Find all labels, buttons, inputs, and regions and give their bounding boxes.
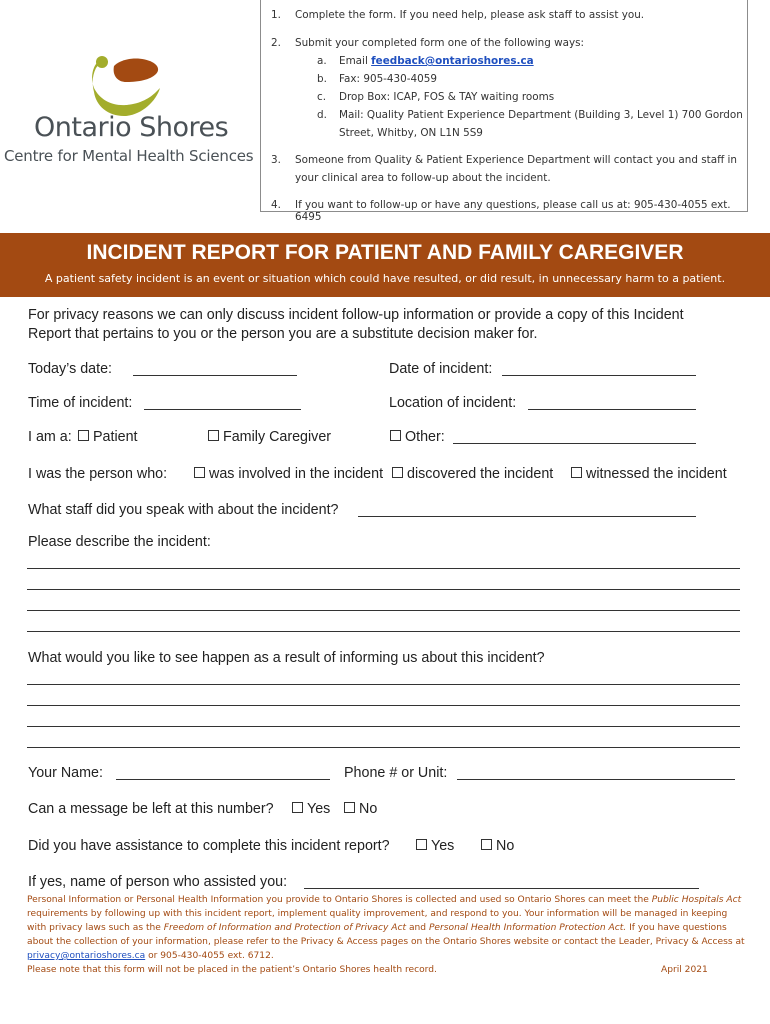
staff-field[interactable] xyxy=(358,516,696,517)
witnessed-checkbox[interactable] xyxy=(571,467,582,478)
discovered-option[interactable] xyxy=(392,466,553,482)
other-field[interactable] xyxy=(453,443,696,444)
instruction-text: Complete the form. If you need help, please ask staff to assist you. xyxy=(295,9,645,21)
logo-green-dot xyxy=(96,56,108,68)
person-who-label: I was the person who: xyxy=(28,466,168,482)
privacy-notice-line1: For privacy reasons we can only discuss incident follow-up information or provide a copy of this Incident xyxy=(28,307,684,323)
date-of-incident-label: Date of incident: xyxy=(389,361,493,377)
email-label: Email xyxy=(339,55,372,67)
banner-subtitle: A patient safety incident is an event or situation which could have resulted, or did result, in unnecessary harm to a patient. xyxy=(44,272,726,285)
assistance-no-label: No xyxy=(496,838,515,854)
patient-checkbox[interactable] xyxy=(78,430,89,441)
describe-incident-line[interactable] xyxy=(27,631,740,632)
instruction-number: 3. xyxy=(271,154,281,166)
instructions-box xyxy=(260,0,748,223)
location-of-incident-field[interactable] xyxy=(528,409,696,410)
form-date: April 2021 xyxy=(661,965,708,975)
describe-incident-line[interactable] xyxy=(27,568,740,569)
footer-note-row xyxy=(27,963,749,977)
assistance-yes-label: Yes xyxy=(431,838,455,854)
patient-option-label: Patient xyxy=(93,429,138,445)
phone-label: Phone # or Unit: xyxy=(344,765,448,781)
logo-brown-shape xyxy=(114,59,158,82)
title-banner xyxy=(0,233,770,297)
desired-outcome-line[interactable] xyxy=(27,684,740,685)
logo-subtitle: Centre for Mental Health Sciences xyxy=(4,147,254,165)
instruction-text: Submit your completed form one of the following ways: xyxy=(295,37,585,49)
message-no-option[interactable] xyxy=(344,801,377,817)
assistance-yes-checkbox[interactable] xyxy=(416,839,427,850)
message-no-label: No xyxy=(359,801,378,817)
time-of-incident-label: Time of incident: xyxy=(28,395,133,411)
describe-incident-line[interactable] xyxy=(27,589,740,590)
todays-date-label: Today’s date: xyxy=(28,361,112,377)
discovered-checkbox[interactable] xyxy=(392,467,403,478)
footer-text: and xyxy=(406,923,429,933)
family-caregiver-option[interactable] xyxy=(208,429,331,445)
message-question-label: Can a message be left at this number? xyxy=(28,801,274,817)
assisted-name-field[interactable] xyxy=(304,888,699,889)
instruction-text: If you want to follow-up or have any questions, please call us at: 905-430-4055 ext. 6495 xyxy=(295,199,731,223)
option-letter: c. xyxy=(317,91,327,103)
discovered-option-label: discovered the incident xyxy=(407,466,554,482)
patient-option[interactable] xyxy=(78,429,138,445)
describe-incident-line[interactable] xyxy=(27,610,740,611)
option-letter: a. xyxy=(317,55,327,67)
feedback-email-link[interactable]: feedback@ontarioshores.ca xyxy=(371,55,534,67)
footer-italic: Public Hospitals Act xyxy=(651,895,742,905)
assistance-question-label: Did you have assistance to complete this incident report? xyxy=(28,838,390,854)
date-of-incident-field[interactable] xyxy=(502,375,696,376)
fax-option: Fax: 905-430-4059 xyxy=(339,73,437,85)
time-of-incident-field[interactable] xyxy=(144,409,301,410)
option-letter: b. xyxy=(317,73,327,85)
other-option-label: Other: xyxy=(405,429,445,445)
desired-outcome-line[interactable] xyxy=(27,726,740,727)
desired-outcome-line[interactable] xyxy=(27,705,740,706)
family-caregiver-checkbox[interactable] xyxy=(208,430,219,441)
staff-question-label: What staff did you speak with about the incident? xyxy=(28,502,339,518)
privacy-email-link[interactable]: privacy@ontarioshores.ca xyxy=(27,951,146,961)
email-option xyxy=(339,55,534,67)
privacy-notice-line2: Report that pertains to you or the person you are a substitute decision maker for. xyxy=(28,326,538,342)
mail-option-line1: Mail: Quality Patient Experience Department (Building 3, Level 1) 700 Gordon xyxy=(339,109,743,121)
footer-text: or 905-430-4055 ext. 6712. xyxy=(145,951,274,961)
dropbox-option: Drop Box: ICAP, FOS & TAY waiting rooms xyxy=(339,91,555,103)
assistance-yes-option[interactable] xyxy=(416,838,454,854)
desired-outcome-label: What would you like to see happen as a result of informing us about this incident? xyxy=(28,650,545,666)
instruction-number: 4. xyxy=(271,199,281,211)
message-yes-checkbox[interactable] xyxy=(292,802,303,813)
todays-date-field[interactable] xyxy=(133,375,297,376)
mail-option-line2: Street, Whitby, ON L1N 5S9 xyxy=(339,127,483,139)
assisted-name-label: If yes, name of person who assisted you: xyxy=(28,874,288,890)
your-name-label: Your Name: xyxy=(28,765,103,781)
describe-incident-label: Please describe the incident: xyxy=(28,534,211,550)
phone-field[interactable] xyxy=(457,779,735,780)
witnessed-option-label: witnessed the incident xyxy=(586,466,727,482)
footer-text: requirements by following up with this incident report, implement quality improvement, and respond to you. Your information will be managed in keeping with privacy laws such as the xyxy=(27,909,728,933)
location-of-incident-label: Location of incident: xyxy=(389,395,517,411)
instruction-number: 2. xyxy=(271,37,281,49)
family-caregiver-option-label: Family Caregiver xyxy=(223,429,332,445)
involved-checkbox[interactable] xyxy=(194,467,205,478)
message-no-checkbox[interactable] xyxy=(344,802,355,813)
involved-option[interactable] xyxy=(194,466,383,482)
instruction-text: your clinical area to follow-up about the incident. xyxy=(295,172,551,184)
page-title: INCIDENT REPORT FOR PATIENT AND FAMILY CAREGIVER xyxy=(86,241,684,264)
footer-text: Personal Information or Personal Health Information you provide to Ontario Shores is collected and used so Ontario Shores can meet the xyxy=(27,895,652,905)
witnessed-option[interactable] xyxy=(571,466,727,482)
assistance-no-option[interactable] xyxy=(481,838,514,854)
other-checkbox[interactable] xyxy=(390,430,401,441)
instruction-text: Someone from Quality & Patient Experience Department will contact you and staff in xyxy=(295,154,738,166)
logo-name: Ontario Shores xyxy=(34,112,229,143)
privacy-footer xyxy=(27,893,749,977)
your-name-field[interactable] xyxy=(116,779,330,780)
message-yes-label: Yes xyxy=(307,801,331,817)
footer-note: Please note that this form will not be placed in the patient’s Ontario Shores health record. xyxy=(27,965,437,975)
involved-option-label: was involved in the incident xyxy=(209,466,384,482)
other-option[interactable] xyxy=(390,429,445,445)
assistance-no-checkbox[interactable] xyxy=(481,839,492,850)
footer-italic: Freedom of Information and Protection of Privacy Act xyxy=(163,923,407,933)
option-letter: d. xyxy=(317,109,327,121)
desired-outcome-line[interactable] xyxy=(27,747,740,748)
footer-text: If you have questions about the collection of your information, please refer to the Privacy & Access pages on the Ontario Shores website or contact the Leader, Privacy & Access at xyxy=(27,923,745,947)
i-am-a-label: I am a: xyxy=(28,429,72,445)
footer-italic: Personal Health Information Protection Act. xyxy=(428,923,627,933)
instruction-number: 1. xyxy=(271,9,281,21)
message-yes-option[interactable] xyxy=(292,801,330,817)
